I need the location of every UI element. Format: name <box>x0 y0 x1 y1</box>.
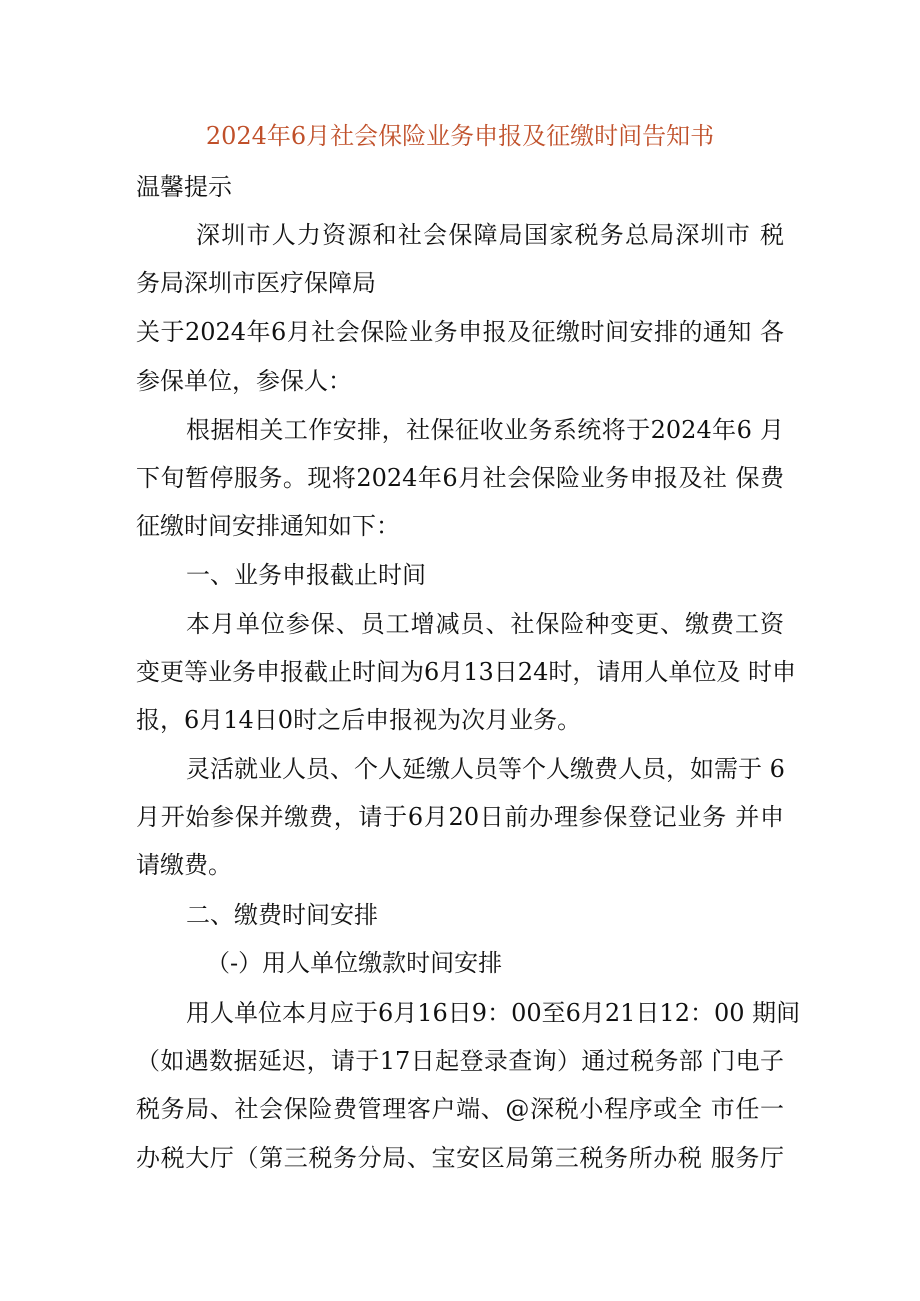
issuer-line-1: 深圳市人力资源和社会保障局国家税务总局深圳市 税 <box>196 221 784 249</box>
greeting-heading: 温馨提示 <box>136 173 232 201</box>
paragraph-flexible-1: 灵活就业人员、个人延缴人员等个人缴费人员，如需于 6 <box>186 755 785 783</box>
paragraph-payment-3: 税务局、社会保险费管理客户端、@深税小程序或全 市任一 <box>136 1095 784 1123</box>
section-heading-1: 一、业务申报截止时间 <box>186 561 426 589</box>
paragraph-intro-1: 根据相关工作安排，社保征收业务系统将于2024年6 月 <box>186 416 784 444</box>
paragraph-flexible-3: 请缴费。 <box>136 851 232 879</box>
notice-title-line: 关于2024年6月社会保险业务申报及征缴时间安排的通知 各 <box>136 318 784 346</box>
subsection-heading-1: （-）用人单位缴款时间安排 <box>206 949 503 977</box>
issuer-line-2: 务局深圳市医疗保障局 <box>136 269 376 297</box>
section-heading-2: 二、缴费时间安排 <box>186 901 378 929</box>
paragraph-deadline-2: 变更等业务申报截止时间为6月13日24时，请用人单位及 时申 <box>136 658 796 686</box>
paragraph-deadline-3: 报，6月14日0时之后申报视为次月业务。 <box>136 706 582 734</box>
paragraph-payment-1: 用人单位本月应于6月16日9：00至6月21日12：00 期间 <box>186 999 801 1027</box>
addressee-line: 参保单位，参保人： <box>136 367 352 395</box>
paragraph-deadline-1: 本月单位参保、员工增减员、社保险种变更、缴费工资 <box>186 610 784 638</box>
paragraph-intro-2: 下旬暂停服务。现将2024年6月社会保险业务申报及社 保费 <box>136 464 784 492</box>
paragraph-flexible-2: 月开始参保并缴费，请于6月20日前办理参保登记业务 并申 <box>136 803 784 831</box>
paragraph-payment-4: 办税大厅（第三税务分局、宝安区局第三税务所办税 服务厅 <box>136 1144 784 1172</box>
document-title: 2024年6月社会保险业务申报及征缴时间告知书 <box>205 122 715 150</box>
paragraph-payment-2: （如遇数据延迟，请于17日起登录查询）通过税务部 门电子 <box>136 1047 784 1075</box>
paragraph-intro-3: 征缴时间安排通知如下： <box>136 512 400 540</box>
